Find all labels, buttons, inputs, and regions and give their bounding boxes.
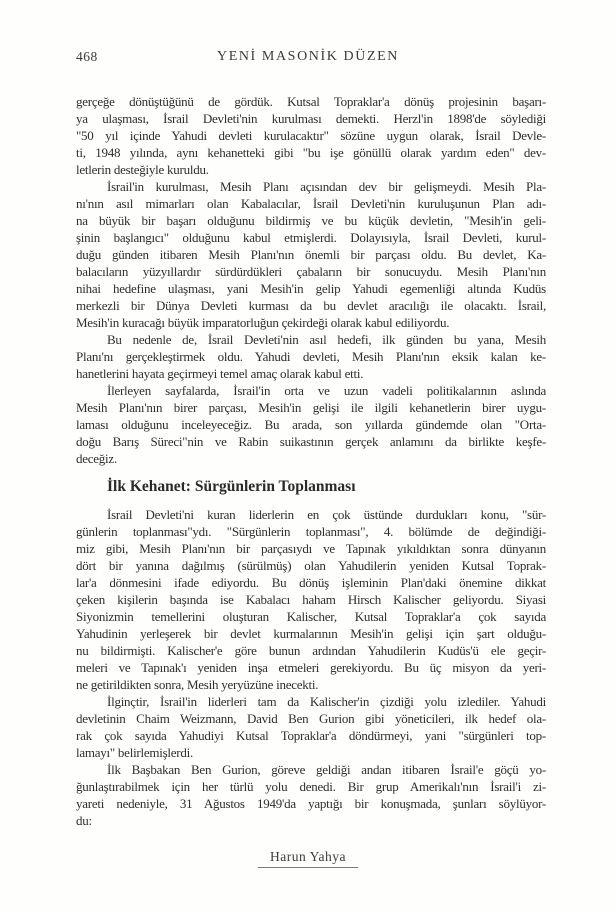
paragraph <box>76 331 546 382</box>
text-line: ya ulaşması, İsrail Devleti'nin kurulması demekti. Herzl'in 1898'de söylediği <box>76 111 546 126</box>
text-line: "50 yıl içinde Yahudi devleti kurulacaktır" sözüne uygun olarak, İsrail Devle- <box>76 128 546 143</box>
text-line: Planı'nı gerçekleştirmek oldu. Yahudi devleti, Mesih Planı'nın eksik kalan ke- <box>76 349 546 364</box>
text-line: günlerin toplanması"ydı. "Sürgünlerin toplanması", 4. bölümde de değindiği- <box>76 524 546 539</box>
text-line: ti, 1948 yılında, aynı kehanetteki gibi "bu işe gönüllü olarak yardım eden" dev- <box>76 145 546 160</box>
text-line: letlerin desteğiyle kuruldu. <box>76 162 209 177</box>
text-line: hanetlerini hayata geçirmeyi temel amaç olarak kabul etti. <box>76 366 364 381</box>
text-line: du: <box>76 813 92 828</box>
paragraph <box>76 761 546 829</box>
paragraph <box>76 506 546 693</box>
text-line: rak çok sayıda Yahudiyi Kutsal Topraklar'a döndürmeyi, yani "sürgünleri top- <box>76 728 546 743</box>
author-name: Harun Yahya <box>258 849 358 868</box>
text-line: laması olduğunu inceleyeceğiz. Bu arada, son yıllarda gündemde olan "Orta- <box>76 417 546 432</box>
section-heading: İlk Kehanet: Sürgünlerin Toplanması <box>107 478 356 495</box>
text-line: meleri ve Tapınak'ı yeniden inşa etmeleri gerekiyordu. Bu üç misyon da yeri- <box>76 660 546 675</box>
text-line: Yahudinin yerleşerek bir devlet kurmalarının Mesih'in gelişi için şart olduğu- <box>76 626 546 641</box>
text-line: devletinin Chaim Weizmann, David Ben Gurion gibi yöneticileri, ilk hedef ola- <box>76 711 546 726</box>
text-line: na büyük bir başarı olduğunu bildirmiş ve bu küçük devletin, "Mesih'in geli- <box>76 213 546 228</box>
paragraph <box>76 93 546 178</box>
text-line: merkezli bir Dünya Devleti kurması da bu devlet aracılığı ile olacaktı. İsrail, <box>76 298 546 313</box>
page-number: 468 <box>76 49 98 64</box>
text-line: şinin başlangıcı" olduğunu kabul etmişlerdi. Dolayısıyla, İsrail Devleti, kurul- <box>76 230 546 245</box>
text-line: nihai hedefine ulaşması, yani Mesih'in gelip Yahudi egemenliği altında Kudüs <box>76 281 546 296</box>
text-line: doğu Barış Süreci"nin ve Rabin suikastının gerçek anlamını da birlikte keşfe- <box>76 434 546 449</box>
text-line: ğunlaştırabilmek için her türlü yolu denedi. Bir grup Amerikalı'nın İsrail'i zi- <box>76 779 546 794</box>
page-footer <box>0 849 616 868</box>
paragraph <box>76 382 546 467</box>
text-line: İlginçtir, İsrail'in liderleri tam da Kalischer'in çizdiği yolu izlediler. Yahudi <box>107 694 546 709</box>
text-line: lamayı" belirlemişlerdi. <box>76 745 193 760</box>
text-line: balacıların yüzyıllardır sürdürdükleri çabaların bir sonucuydu. Mesih Planı'nın <box>76 264 546 279</box>
text-line: nı'nın asıl mimarları olan Kabalacılar, İsrail Devleti'nin kuruluşunun Plan adı- <box>76 196 546 211</box>
text-line: dört bir yanına dağılmış (sürülmüş) olan Yahudilerin yeniden Kutsal Toprak- <box>76 558 546 573</box>
text-line: İsrail Devleti'ni kuran liderlerin en çok üstünde durdukları konu, "sür- <box>107 507 546 522</box>
text-line: miz gibi, Mesih Planı'nın bir parçasıydı ve Tapınak yıkıldıktan sonra dünyanın <box>76 541 546 556</box>
text-line: ne getirildikten sonra, Mesih yeryüzüne inecekti. <box>76 677 319 692</box>
page-body <box>76 93 546 829</box>
text-line: nu bildirmişti. Kalischer'e göre bunun ardından Yahudilerin Kudüs'ü ele geçir- <box>76 643 546 658</box>
text-line: yareti nedeniyle, 31 Ağustos 1949'da yaptığı bir konuşmada, şunları söylüyor- <box>76 796 546 811</box>
text-line: deceğiz. <box>76 451 117 466</box>
text-line: çeken kişilerin başında ise Kabalacı haham Hirsch Kalischer geliyordu. Siyasi <box>76 592 546 607</box>
text-line: lar'a dönmesini ifade ediyordu. Bu dönüş işleminin Plan'daki önemine dikkat <box>76 575 546 590</box>
text-line: Bu nedenle de, İsrail Devleti'nin asıl hedefi, ilk günden bu yana, Mesih <box>107 332 546 347</box>
running-title: YENİ MASONİK DÜZEN <box>216 49 399 64</box>
text-line: İlerleyen sayfalarda, İsrail'in orta ve uzun vadeli politikalarının aslında <box>107 383 546 398</box>
text-line: Mesih Planı'nın birer parçası, Mesih'in gelişi ile ilgili kehanetlerin birer uygu- <box>76 400 546 415</box>
text-line: duğu günden itibaren Mesih Planı'nın önemli bir parçası oldu. Bu devlet, Ka- <box>76 247 546 262</box>
text-line: gerçeğe dönüştüğünü de gördük. Kutsal Topraklar'a dönüş projesinin başarı- <box>76 94 546 109</box>
text-line: İlk Başbakan Ben Gurion, göreve geldiği andan itibaren İsrail'e göçü yo- <box>107 762 546 777</box>
text-line: Mesih'in kuracağı büyük imparatorluğun çekirdeği olarak kabul ediliyordu. <box>76 315 450 330</box>
paragraph <box>76 178 546 331</box>
paragraph <box>76 693 546 761</box>
text-line: Siyonizmin temellerini oluşturan Kalischer, Kutsal Topraklar'a çok sayıda <box>76 609 546 624</box>
page-header <box>0 49 616 67</box>
text-line: İsrail'in kurulması, Mesih Planı açısından dev bir gelişmeydi. Mesih Pla- <box>107 179 546 194</box>
